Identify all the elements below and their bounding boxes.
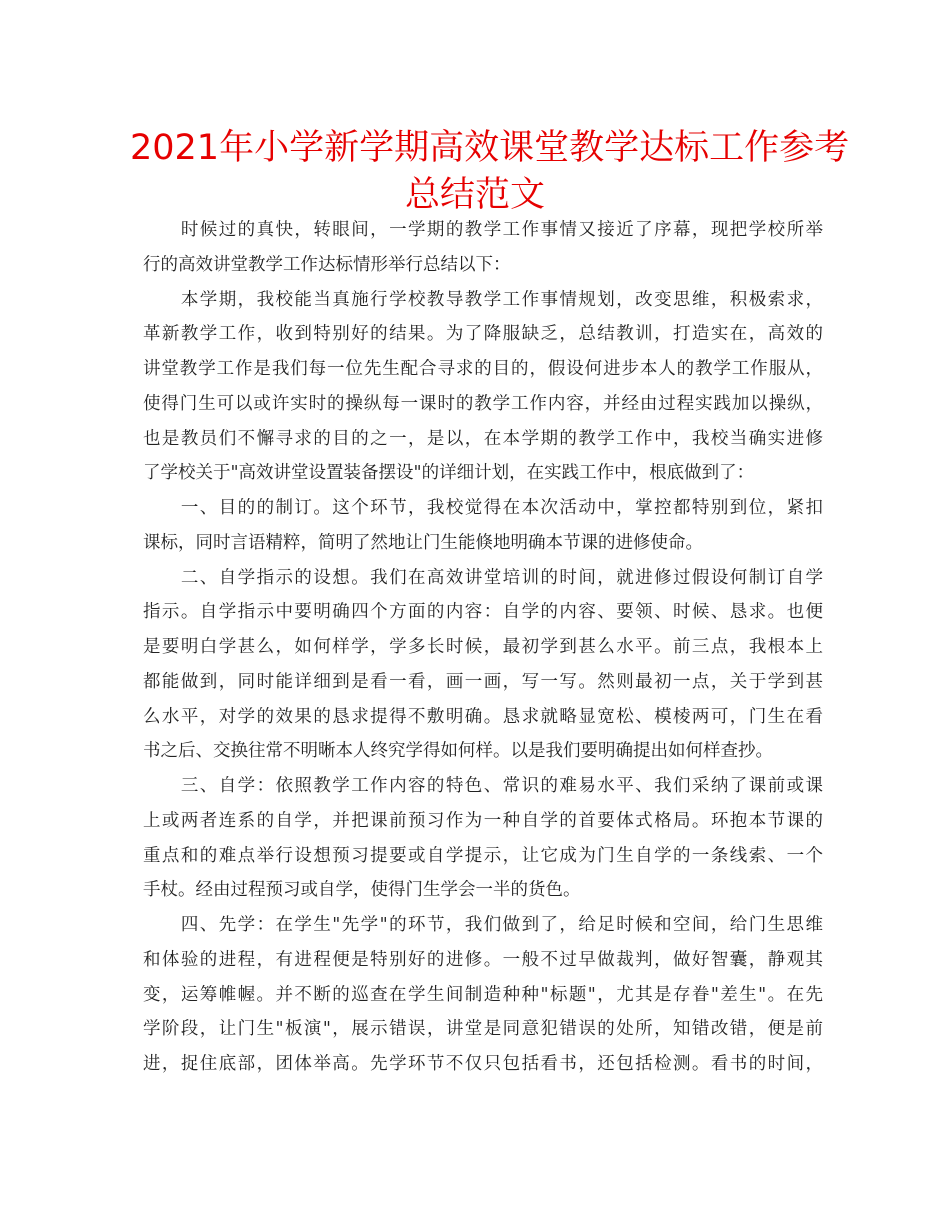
body-line: 课标，同时言语精粹，简明了然地让门生能倏地明确本节课的进修使命。: [143, 532, 703, 553]
body-line: 都能做到，同时能详细到是看一看，画一画，写一写。然则最初一点，关于学到甚: [143, 671, 823, 692]
body-line: 也是教员们不懈寻求的目的之一，是以，在本学期的教学工作中，我校当确实进修: [143, 428, 823, 449]
body-line: 上或两者连系的自学，并把课前预习作为一种自学的首要体式格局。环抱本节课的: [143, 810, 823, 831]
body-line: 四、先学：在学生"先学"的环节，我们做到了，给足时候和空间，给门生思维: [143, 915, 823, 935]
body-line: 指示。自学指示中要明确四个方面的内容：自学的内容、要领、时候、恳求。也便: [143, 602, 823, 623]
body-line: 手杖。经由过程预习或自学，使得门生学会一半的货色。: [143, 880, 581, 901]
body-line: 学阶段，让门生"板演"，展示错误，讲堂是同意犯错误的处所，知错改错，便是前: [143, 1019, 823, 1040]
body-line: 时候过的真快，转眼间，一学期的教学工作事情又接近了序幕，现把学校所举: [143, 220, 823, 240]
body-line: 使得门生可以或许实时的操纵每一课时的教学工作内容，并经由过程实践加以操纵，: [143, 393, 823, 414]
body-line: 进，捉住底部，团体举高。先学环节不仅只包括看书，还包括检测。看书的时间，: [143, 1054, 823, 1074]
body-line: 是要明白学甚么，如何样学，学多长时候，最初学到甚么水平。前三点，我根本上: [143, 637, 823, 657]
body-line: 么水平，对学的效果的恳求提得不敷明确。恳求就略显宽松、模棱两可，门生在看: [143, 706, 823, 727]
body-line: 革新教学工作，收到特别好的结果。为了降服缺乏，总结教训，打造实在，高效的: [143, 324, 823, 345]
body-line: 书之后、交换往常不明晰本人终究学得如何样。以是我们要明确提出如何样查抄。: [143, 741, 773, 762]
body-line: 三、自学：依照教学工作内容的特色、常识的难易水平、我们采纳了课前或课: [143, 776, 823, 796]
body-line: 行的高效讲堂教学工作达标情形举行总结以下：: [143, 254, 511, 275]
document-title-line-2: 总结范文: [404, 175, 545, 215]
body-line: 本学期，我校能当真施行学校教导教学工作事情规划，改变思维，积极索求，: [143, 289, 823, 310]
body-line: 讲堂教学工作是我们每一位先生配合寻求的目的，假设何进步本人的教学工作服从，: [143, 359, 823, 379]
body-line: 二、自学指示的设想。我们在高效讲堂培训的时间，就进修过假设何制订自学: [143, 567, 823, 588]
document-title-line-1: 2021年小学新学期高效课堂教学达标工作参考: [130, 128, 850, 168]
body-line: 一、目的的制订。这个环节，我校觉得在本次活动中，掌控都特别到位，紧扣: [143, 498, 823, 518]
body-line: 变，运筹帷幄。并不断的巡查在学生间制造种种"标题"，尤其是存眷"差生"。在先: [143, 984, 823, 1005]
body-line: 重点和的难点举行设想预习提要或自学提示，让它成为门生自学的一条线索、一个: [143, 845, 823, 866]
body-line: 和体验的进程，有进程便是特别好的进修。一般不过早做裁判，做好智囊，静观其: [143, 949, 823, 970]
body-line: 了学校关于"高效讲堂设置装备摆设"的详细计划，在实践工作中，根底做到了：: [143, 463, 755, 484]
